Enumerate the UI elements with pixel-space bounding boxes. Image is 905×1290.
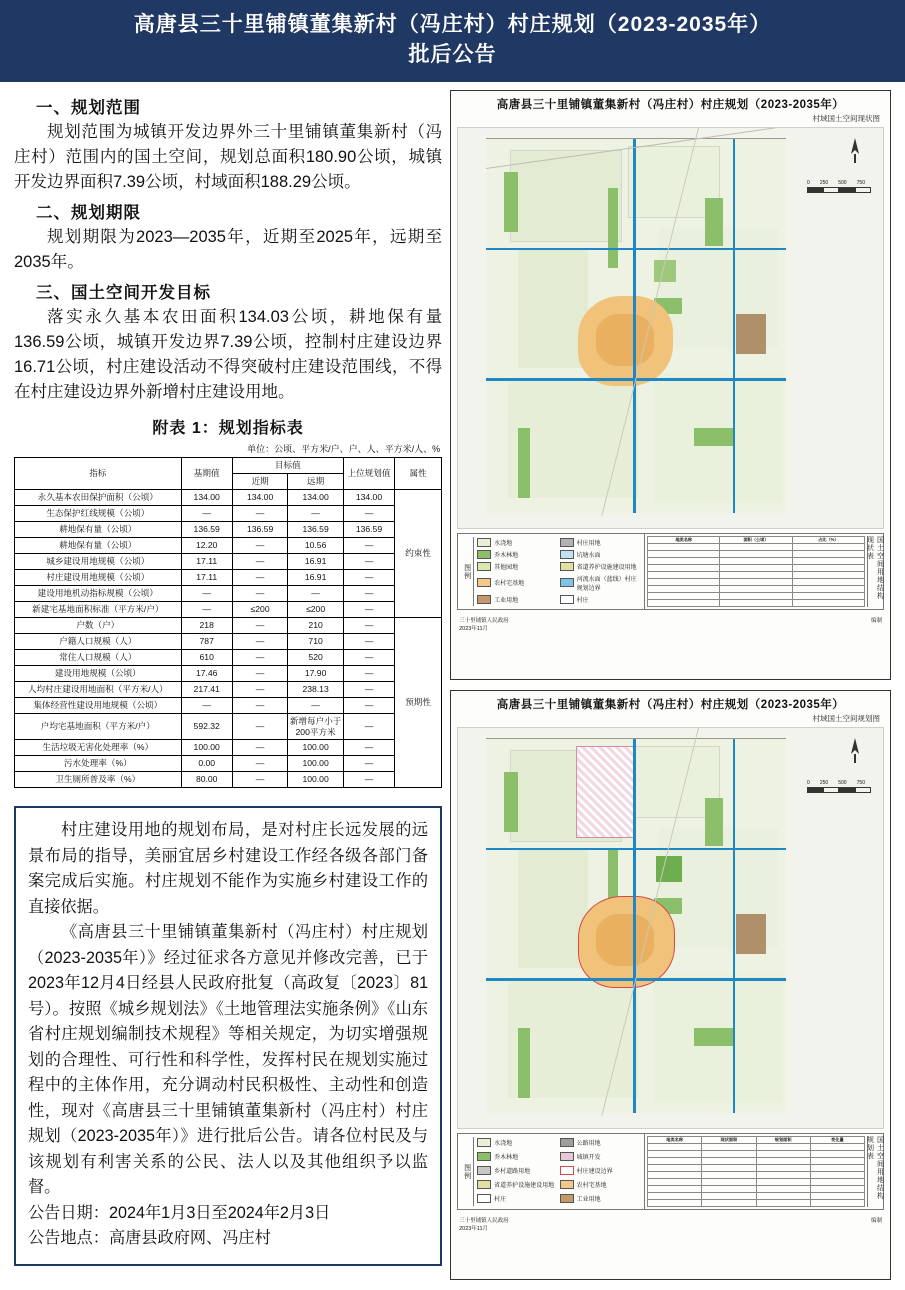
legend-item <box>560 1151 642 1163</box>
map-panel-plan[interactable] <box>450 690 891 1280</box>
legend-swatch <box>477 1194 491 1203</box>
map2-footer-date: 2023年11月 <box>459 1226 489 1232</box>
table-row <box>15 740 442 756</box>
left-column <box>14 90 450 1290</box>
legend-swatch <box>560 562 574 571</box>
legend-label: 乔木林地 <box>494 552 519 559</box>
legend-label: 城镇开发 <box>576 1155 601 1162</box>
th-upper: 上位规划值 <box>343 458 394 490</box>
map1-stats <box>645 534 883 609</box>
cell-name: 城乡建设用地规模（公顷） <box>15 554 182 570</box>
legend-swatch <box>477 1180 491 1189</box>
cell-upper: — <box>343 740 394 756</box>
cell-upper: — <box>343 602 394 618</box>
cell-near: — <box>232 586 288 602</box>
th-base: 基期值 <box>181 458 232 490</box>
cell-far: 16.91 <box>288 570 344 586</box>
map1-footer-date: 2023年11月 <box>459 626 489 632</box>
section-period-title: 二、规划期限 <box>36 204 141 222</box>
cell-upper: — <box>343 570 394 586</box>
cell-upper: — <box>343 772 394 788</box>
cell-near: — <box>232 756 288 772</box>
legend-label: 其他园地 <box>494 564 519 571</box>
table-row <box>15 554 442 570</box>
legend-item <box>560 573 642 592</box>
legend-swatch <box>560 595 574 604</box>
legend-item <box>560 549 642 559</box>
stat-header-1: 现状面积 <box>702 1137 756 1144</box>
cell-base: 17.11 <box>181 554 232 570</box>
table-unit-note: 单位：公顷、平方米/户、户、人、平方米/人、% <box>247 444 441 454</box>
legend-label: 工业用地 <box>576 1196 601 1203</box>
cell-far: 100.00 <box>288 772 344 788</box>
legend-swatch <box>477 578 491 587</box>
legend-label: 乡村道路用地 <box>494 1168 531 1175</box>
cell-name: 户数（户） <box>15 618 182 634</box>
cell-attr-expect: 预期性 <box>395 618 442 788</box>
section-goal-title: 三、国土空间开发目标 <box>36 284 211 302</box>
cell-base: 100.00 <box>181 740 232 756</box>
map1-footer-left: 三十里铺镇人民政府 <box>459 618 509 624</box>
map2-legend-title: 图例 <box>460 1137 474 1206</box>
cell-near: — <box>232 714 288 740</box>
cell-far: 520 <box>288 650 344 666</box>
cell-near: — <box>232 538 288 554</box>
table-caption: 附表 1：规划指标表 <box>152 420 304 437</box>
table-row <box>15 666 442 682</box>
cell-near: — <box>232 666 288 682</box>
th-target: 目标值 <box>232 458 343 474</box>
legend-swatch <box>477 562 491 571</box>
cell-near: — <box>232 554 288 570</box>
map1-panel-title: 国土空间用地结构现状表 <box>867 536 881 607</box>
cell-upper: — <box>343 698 394 714</box>
legend-item <box>560 1192 642 1204</box>
cell-near: — <box>232 740 288 756</box>
stat-header-2: 规划面积 <box>756 1137 810 1144</box>
header-title-line1: 高唐县三十里铺镇董集新村（冯庄村）村庄规划（2023-2035年） <box>133 13 772 36</box>
map-panel-current[interactable] <box>450 90 891 680</box>
table-row <box>15 490 442 506</box>
notice-date-value: 2024年1月3日至2024年2月3日 <box>108 1203 331 1222</box>
map1-legend-title: 图例 <box>460 537 474 606</box>
map2-stats <box>645 1134 883 1209</box>
cell-upper: — <box>343 756 394 772</box>
section-goal-body: 落实永久基本农田面积134.03公顷，耕地保有量136.59公顷，城镇开发边界7.39公顷，控制村庄建设边界16.71公顷，村庄建设活动不得突破村庄建设范围线，不得在村庄建设边界外新增村庄建设用地。 <box>14 308 443 401</box>
legend-label: 省道养护设施建设用地 <box>576 564 637 571</box>
cell-far: — <box>288 586 344 602</box>
cell-base: — <box>181 586 232 602</box>
stat-header-3: 变化量 <box>810 1137 864 1144</box>
cell-upper: — <box>343 618 394 634</box>
notice-date-label: 公告日期： <box>28 1203 109 1222</box>
cell-near: — <box>232 634 288 650</box>
compass-icon <box>843 138 867 166</box>
cell-upper: — <box>343 666 394 682</box>
stat-header-0: 地类名称 <box>648 537 720 544</box>
table-row <box>15 650 442 666</box>
stat-header-1: 面积（公顷） <box>720 537 792 544</box>
page-content <box>0 82 905 1290</box>
cell-name: 耕地保有量（公顷） <box>15 538 182 554</box>
th-far: 远期 <box>288 474 344 490</box>
cell-far: 238.13 <box>288 682 344 698</box>
scale-bar <box>807 780 871 793</box>
section-period-body: 规划期限为2023—2035年，近期至2025年，远期至2035年。 <box>14 228 443 271</box>
legend-item <box>477 1151 559 1163</box>
scale-tick-0: 0 <box>807 780 810 786</box>
section-period <box>14 199 442 275</box>
cell-far: 136.59 <box>288 522 344 538</box>
table-row <box>15 602 442 618</box>
legend-label: 工业用地 <box>494 597 519 604</box>
cell-base: 0.00 <box>181 756 232 772</box>
cell-near: — <box>232 570 288 586</box>
indicator-table <box>14 457 442 788</box>
scale-tick-3: 750 <box>856 780 865 786</box>
cell-name: 耕地保有量（公顷） <box>15 522 182 538</box>
legend-item <box>477 1192 559 1204</box>
table-row <box>15 586 442 602</box>
cell-upper: — <box>343 506 394 522</box>
legend-swatch <box>477 538 491 547</box>
cell-upper: — <box>343 538 394 554</box>
stat-header-0: 地类名称 <box>648 1137 702 1144</box>
cell-base: 134.00 <box>181 490 232 506</box>
cell-far: ≤200 <box>288 602 344 618</box>
map2-footer-date-row <box>451 1222 890 1236</box>
legend-item <box>477 1165 559 1177</box>
cell-base: 787 <box>181 634 232 650</box>
legend-label: 农村宅基地 <box>494 581 525 587</box>
cell-base: 136.59 <box>181 522 232 538</box>
scale-bar <box>807 180 871 193</box>
right-column <box>450 90 891 1290</box>
map1-canvas[interactable] <box>457 127 884 529</box>
cell-name: 新建宅基地面积标准（平方米/户） <box>15 602 182 618</box>
cell-near: — <box>232 618 288 634</box>
map2-canvas[interactable] <box>457 727 884 1129</box>
legend-label: 村庄建设边界 <box>576 1168 613 1175</box>
cell-base: 218 <box>181 618 232 634</box>
cell-far: 210 <box>288 618 344 634</box>
map2-title: 高唐县三十里铺镇董集新村（冯庄村）村庄规划（2023-2035年） <box>496 699 845 711</box>
cell-name: 建设用地机动指标规模（公顷） <box>15 586 182 602</box>
legend-item <box>560 594 642 604</box>
table-row <box>15 698 442 714</box>
stat-header-2: 占比（%） <box>792 537 864 544</box>
table-row <box>15 772 442 788</box>
legend-item <box>477 1178 559 1190</box>
legend-item <box>477 594 559 604</box>
cell-upper: 136.59 <box>343 522 394 538</box>
table-row <box>15 506 442 522</box>
legend-swatch <box>477 550 491 559</box>
legend-swatch <box>477 1152 491 1161</box>
cell-name: 生态保护红线规模（公顷） <box>15 506 182 522</box>
cell-near: ≤200 <box>232 602 288 618</box>
cell-far: 16.91 <box>288 554 344 570</box>
map2-footer-right: 编制 <box>870 1218 882 1224</box>
cell-far: 134.00 <box>288 490 344 506</box>
cell-base: 17.46 <box>181 666 232 682</box>
legend-label: 村庄用地 <box>576 540 601 547</box>
cell-far: 710 <box>288 634 344 650</box>
cell-attr-binding: 约束性 <box>395 490 442 618</box>
map2-panel-title: 国土空间用地结构规划表 <box>867 1136 881 1207</box>
cell-upper: 134.00 <box>343 490 394 506</box>
cell-base: — <box>181 698 232 714</box>
cell-far: 100.00 <box>288 740 344 756</box>
scale-tick-2: 500 <box>838 780 847 786</box>
cell-near: — <box>232 698 288 714</box>
cell-upper: — <box>343 634 394 650</box>
scale-tick-3: 750 <box>856 180 865 186</box>
table-row <box>15 522 442 538</box>
map1-title: 高唐县三十里铺镇董集新村（冯庄村）村庄规划（2023-2035年） <box>496 99 845 111</box>
section-scope-title: 一、规划范围 <box>36 99 141 117</box>
legend-label: 农村宅基地 <box>576 1182 607 1189</box>
cell-base: 610 <box>181 650 232 666</box>
cell-base: 12.20 <box>181 538 232 554</box>
cell-near: — <box>232 772 288 788</box>
map1-legend-row <box>457 533 884 610</box>
legend-swatch <box>560 578 574 587</box>
table-row <box>15 618 442 634</box>
legend-item <box>477 573 559 592</box>
section-goal <box>14 279 442 405</box>
legend-swatch <box>560 550 574 559</box>
legend-swatch <box>560 1194 574 1203</box>
legend-swatch <box>477 1138 491 1147</box>
scale-tick-1: 250 <box>819 180 829 186</box>
cell-upper: — <box>343 682 394 698</box>
cell-upper: — <box>343 554 394 570</box>
table-row <box>15 570 442 586</box>
cell-base: 592.32 <box>181 714 232 740</box>
notice-place-line <box>28 1226 428 1252</box>
cell-near: 136.59 <box>232 522 288 538</box>
legend-item <box>560 1178 642 1190</box>
table-row <box>15 714 442 740</box>
legend-label: 村庄 <box>494 1196 507 1203</box>
cell-near: 134.00 <box>232 490 288 506</box>
legend-swatch <box>560 538 574 547</box>
legend-label: 省道养护设施建设用地 <box>494 1182 555 1189</box>
cell-far: 新增每户小于200平方米 <box>288 714 344 740</box>
legend-label: 乔木林地 <box>494 1155 519 1162</box>
map2-legend <box>458 1134 645 1209</box>
cell-far: — <box>288 698 344 714</box>
legend-item <box>560 1137 642 1149</box>
cell-near: — <box>232 506 288 522</box>
legend-label: 坑塘水面 <box>576 552 601 559</box>
cell-name: 生活垃圾无害化处理率（%） <box>15 740 182 756</box>
legend-swatch <box>560 1166 574 1175</box>
compass-icon <box>843 738 867 766</box>
cell-base: — <box>181 602 232 618</box>
scale-tick-2: 500 <box>838 180 847 186</box>
cell-name: 污水处理率（%） <box>15 756 182 772</box>
legend-item <box>560 537 642 547</box>
legend-item <box>477 537 559 547</box>
notice-paragraph-2: 《高唐县三十里铺镇董集新村（冯庄村）村庄规划（2023-2035年）》经过征求各方意见并修改完善，已于2023年12月4日经县人民政府批复（高政复〔2023〕81号）。按照《城乡规划法》《土地管理法实施条例》《山东省村庄规划编制技术规程》等相关规定，为切实增强规划的合理性、可行性和科学性，发挥村民在规划实施过程中的主体作用，充分调动村民积极性、主动性和创造性，现对《高唐县三十里铺镇董集新村（冯庄村）村庄规划（2023-2035年）》进行批后公告。请各位村民及与该规划有利害关系的公民、法人以及其他组织予以监督。 <box>28 923 429 1196</box>
section-scope <box>14 94 442 195</box>
cell-far: — <box>288 506 344 522</box>
section-scope-body: 规划范围为城镇开发边界外三十里铺镇董集新村（冯庄村）范围内的国土空间，规划总面积180.90公顷，城镇开发边界面积7.39公顷，村域面积188.29公顷。 <box>14 123 443 191</box>
map1-legend <box>458 534 645 609</box>
cell-far: 100.00 <box>288 756 344 772</box>
th-attr: 属性 <box>395 458 442 490</box>
table-row <box>15 538 442 554</box>
notice-place-value: 高唐县政府网、冯庄村 <box>108 1229 271 1247</box>
scale-tick-1: 250 <box>819 780 829 786</box>
cell-base: — <box>181 506 232 522</box>
legend-label: 村庄 <box>576 597 589 604</box>
legend-item <box>477 561 559 571</box>
legend-item <box>560 1165 642 1177</box>
map1-subtitle: 村域国土空间现状图 <box>812 114 880 123</box>
cell-name: 常住人口规模（人） <box>15 650 182 666</box>
notice-place-label: 公告地点： <box>28 1229 109 1247</box>
notice-date-line <box>28 1201 428 1227</box>
page-header <box>0 0 905 82</box>
th-near: 近期 <box>232 474 288 490</box>
map2-legend-row <box>457 1133 884 1210</box>
cell-far: 10.56 <box>288 538 344 554</box>
cell-name: 户均宅基地面积（平方米/户） <box>15 714 182 740</box>
legend-swatch <box>477 595 491 604</box>
cell-base: 217.41 <box>181 682 232 698</box>
cell-far: 17.90 <box>288 666 344 682</box>
map2-subtitle: 村域国土空间规划图 <box>812 714 880 723</box>
legend-item <box>560 561 642 571</box>
table-row <box>15 756 442 772</box>
cell-name: 卫生厕所普及率（%） <box>15 772 182 788</box>
legend-swatch <box>560 1138 574 1147</box>
legend-swatch <box>560 1180 574 1189</box>
cell-name: 永久基本农田保护面积（公顷） <box>15 490 182 506</box>
map2-footer-left: 三十里铺镇人民政府 <box>459 1218 509 1224</box>
cell-base: 17.11 <box>181 570 232 586</box>
th-indicator: 指标 <box>15 458 182 490</box>
notice-paragraph-1: 村庄建设用地的规划布局，是对村庄长远发展的远景布局的指导，美丽宜居乡村建设工作经各级各部门备案完成后实施。村庄规划不能作为实施乡村建设工作的直接依据。 <box>28 821 429 916</box>
map1-footer-date-row <box>451 622 890 636</box>
legend-label: 水浇地 <box>494 1141 513 1148</box>
scale-tick-0: 0 <box>807 180 810 186</box>
cell-name: 人均村庄建设用地面积（平方米/人） <box>15 682 182 698</box>
cell-upper: — <box>343 586 394 602</box>
cell-near: — <box>232 682 288 698</box>
map1-footer-right: 编制 <box>870 618 882 624</box>
legend-label: 公路用地 <box>576 1141 601 1148</box>
cell-base: 80.00 <box>181 772 232 788</box>
legend-item <box>477 1137 559 1149</box>
table-row <box>15 634 442 650</box>
header-title-line2: 批后公告 <box>408 43 497 66</box>
cell-name: 集体经营性建设用地规模（公顷） <box>15 698 182 714</box>
cell-near: — <box>232 650 288 666</box>
cell-name: 村庄建设用地规模（公顷） <box>15 570 182 586</box>
legend-label: 水浇地 <box>494 540 513 547</box>
cell-upper: — <box>343 714 394 740</box>
legend-item <box>477 549 559 559</box>
cell-name: 户籍人口规模（人） <box>15 634 182 650</box>
legend-swatch <box>477 1166 491 1175</box>
legend-swatch <box>560 1152 574 1161</box>
cell-name: 建设用地规模（公顷） <box>15 666 182 682</box>
legend-label: 河流水面（蓝线）村庄规划边界 <box>576 576 637 592</box>
map2-stat-table <box>647 1136 865 1207</box>
cell-upper: — <box>343 650 394 666</box>
map1-stat-table <box>647 536 865 607</box>
table-row <box>15 682 442 698</box>
notice-box <box>14 806 442 1266</box>
